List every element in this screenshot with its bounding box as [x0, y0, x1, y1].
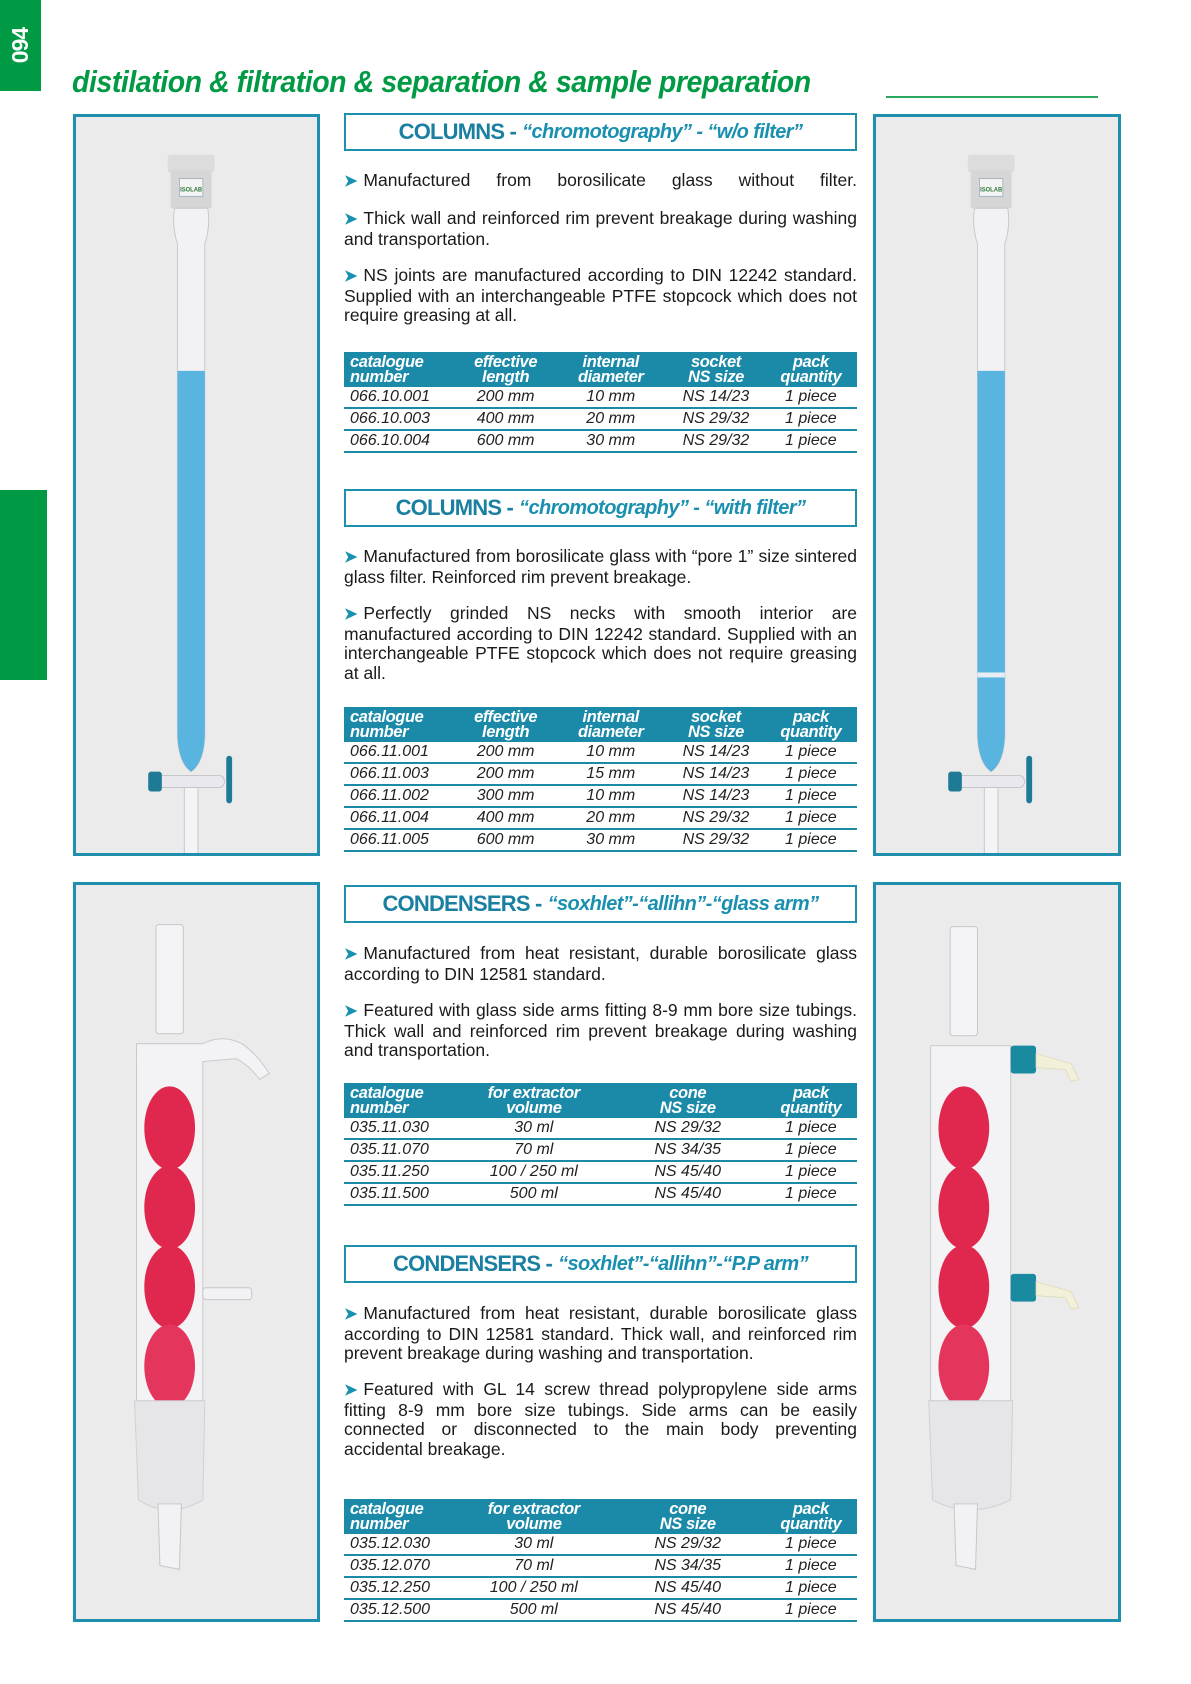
chapter-side-marker	[0, 490, 47, 680]
table-row	[344, 1534, 857, 1555]
column-header: catalogue number	[344, 1083, 457, 1118]
table-row	[344, 1555, 857, 1577]
bullet-item	[344, 171, 857, 192]
table-cell: NS 45/40	[611, 1577, 765, 1599]
column-header: cone NS size	[611, 1083, 765, 1118]
table-cell: NS 29/32	[667, 829, 764, 851]
table-cell: 400 mm	[457, 807, 554, 829]
bullet-item	[344, 209, 857, 249]
catalogue-number-cell: 066.11.005	[344, 829, 457, 851]
chevron-right-icon: ➤	[344, 268, 358, 285]
section-title-sub: “chromotography” - “with filter”	[519, 496, 806, 519]
table-cell: 30 mm	[554, 829, 667, 851]
table-cell: 20 mm	[554, 408, 667, 430]
table-cell: 500 ml	[457, 1183, 611, 1205]
table-cell: 70 ml	[457, 1555, 611, 1577]
table-row	[344, 807, 857, 829]
bullet-item	[344, 944, 857, 984]
table-row	[344, 387, 857, 408]
table-body	[344, 1534, 857, 1621]
table-cell: 300 mm	[457, 785, 554, 807]
bullet-item	[344, 1380, 857, 1459]
bullet-text: Manufactured from borosilicate glass without filter.	[363, 170, 857, 190]
chevron-right-icon: ➤	[344, 549, 358, 566]
table-row	[344, 785, 857, 807]
column-header: internal diameter	[554, 707, 667, 742]
catalogue-number-cell: 035.11.030	[344, 1118, 457, 1139]
table-body	[344, 742, 857, 851]
catalogue-number-cell: 066.10.001	[344, 387, 457, 408]
catalogue-number-cell: 066.11.003	[344, 763, 457, 785]
column-header: cone NS size	[611, 1499, 765, 1534]
table-cell: 400 mm	[457, 408, 554, 430]
bullet-text: NS joints are manufactured according to DIN 12242 standard. Supplied with an interchangeable PTFE stopcock which does not require greasing at all.	[344, 265, 857, 325]
title-rule	[886, 96, 1098, 98]
spec-table-condensers-glass-arm	[344, 1083, 857, 1206]
bullet-text: Perfectly grinded NS necks with smooth interior are manufactured according to DIN 12242 standard. Supplied with an interchangeable PTFE stopcock which does not require greasing at all.	[344, 603, 857, 683]
catalogue-number-cell: 066.10.003	[344, 408, 457, 430]
table-row	[344, 1599, 857, 1621]
table-cell: 70 ml	[457, 1139, 611, 1161]
page-number: 094	[7, 27, 33, 64]
table-cell: 200 mm	[457, 387, 554, 408]
table-header-row	[344, 1083, 857, 1118]
table-row	[344, 430, 857, 452]
spec-table-condensers-pp-arm	[344, 1499, 857, 1622]
column-header: for extractor volume	[457, 1499, 611, 1534]
column-header: internal diameter	[554, 352, 667, 387]
table-cell: 1 piece	[765, 1139, 857, 1161]
table-cell: 30 mm	[554, 430, 667, 452]
table-row	[344, 829, 857, 851]
table-header-row	[344, 1499, 857, 1534]
table-row	[344, 763, 857, 785]
column-header: socket NS size	[667, 352, 764, 387]
table-row	[344, 1118, 857, 1139]
table-cell: 1 piece	[765, 1534, 857, 1555]
table-cell: NS 14/23	[667, 763, 764, 785]
column-header: effective length	[457, 707, 554, 742]
table-cell: NS 29/32	[667, 430, 764, 452]
section-title-main: COLUMNS -	[398, 119, 517, 144]
page-number-tab	[0, 0, 41, 91]
catalogue-number-cell: 035.11.500	[344, 1183, 457, 1205]
table-cell: 1 piece	[765, 1577, 857, 1599]
chevron-right-icon: ➤	[344, 1306, 358, 1323]
table-cell: 10 mm	[554, 785, 667, 807]
table-row	[344, 1577, 857, 1599]
table-cell: 10 mm	[554, 387, 667, 408]
table-cell: NS 45/40	[611, 1599, 765, 1621]
table-cell: 1 piece	[765, 829, 857, 851]
table-cell: 200 mm	[457, 742, 554, 763]
section-title-sub: “soxhlet”-“allihn”-“P.P arm”	[558, 1252, 809, 1275]
catalogue-number-cell: 066.10.004	[344, 430, 457, 452]
chevron-right-icon: ➤	[344, 946, 358, 963]
bullet-text: Featured with glass side arms fitting 8-9 mm bore size tubings. Thick wall and reinforced rim prevent breakage during washing and transportation.	[344, 1000, 857, 1060]
chevron-right-icon: ➤	[344, 211, 358, 228]
table-row	[344, 408, 857, 430]
spec-table-columns-without-filter	[344, 352, 857, 453]
table-cell: 100 / 250 ml	[457, 1161, 611, 1183]
table-cell: 30 ml	[457, 1118, 611, 1139]
column-header: catalogue number	[344, 707, 457, 742]
table-cell: NS 29/32	[611, 1118, 765, 1139]
table-cell: NS 14/23	[667, 785, 764, 807]
svg-text:ISOLAB: ISOLAB	[180, 187, 203, 194]
table-cell: 1 piece	[765, 387, 857, 408]
catalogue-number-cell: 035.11.070	[344, 1139, 457, 1161]
bullet-item	[344, 1304, 857, 1364]
column-header: catalogue number	[344, 1499, 457, 1534]
table-cell: 600 mm	[457, 829, 554, 851]
bullet-item	[344, 547, 857, 587]
catalogue-number-cell: 035.12.030	[344, 1534, 457, 1555]
allihn-condenser-pp-arm-illustration	[876, 885, 1118, 1619]
section-heading-columns-without-filter	[344, 113, 857, 151]
table-cell: 10 mm	[554, 742, 667, 763]
product-image-column-with-filter	[873, 114, 1121, 856]
column-header: pack quantity	[765, 352, 857, 387]
table-cell: 20 mm	[554, 807, 667, 829]
table-cell: 1 piece	[765, 1555, 857, 1577]
table-cell: NS 45/40	[611, 1161, 765, 1183]
column-header: for extractor volume	[457, 1083, 611, 1118]
table-cell: NS 34/35	[611, 1139, 765, 1161]
table-cell: NS 14/23	[667, 387, 764, 408]
table-row	[344, 1139, 857, 1161]
bullet-text: Manufactured from borosilicate glass with “pore 1” size sintered glass filter. Reinforced rim prevent breakage.	[344, 546, 857, 587]
column-header: catalogue number	[344, 352, 457, 387]
table-cell: 500 ml	[457, 1599, 611, 1621]
bullet-text: Featured with GL 14 screw thread polypropylene side arms fitting 8-9 mm bore size tubings. Side arms can be easily connected or disconnected to the main body preventing accidental breakage.	[344, 1379, 857, 1459]
section-heading-condensers-pp-arm	[344, 1245, 857, 1283]
column-header: socket NS size	[667, 707, 764, 742]
section-title-main: CONDENSERS -	[382, 891, 542, 916]
table-cell: 1 piece	[765, 1599, 857, 1621]
table-cell: 1 piece	[765, 1183, 857, 1205]
column-header: effective length	[457, 352, 554, 387]
table-cell: 1 piece	[765, 742, 857, 763]
section-title-sub: “soxhlet”-“allihn”-“glass arm”	[547, 892, 819, 915]
column-header: pack quantity	[765, 707, 857, 742]
table-cell: 1 piece	[765, 408, 857, 430]
chromatography-column-illustration	[76, 117, 317, 853]
table-cell: 1 piece	[765, 1118, 857, 1139]
table-cell: NS 34/35	[611, 1555, 765, 1577]
catalogue-number-cell: 066.11.002	[344, 785, 457, 807]
page-title: distilation & filtration & separation & sample preparation	[72, 64, 811, 99]
table-row	[344, 1183, 857, 1205]
table-cell: 30 ml	[457, 1534, 611, 1555]
table-header-row	[344, 352, 857, 387]
table-cell: NS 29/32	[667, 408, 764, 430]
catalogue-number-cell: 035.12.250	[344, 1577, 457, 1599]
allihn-condenser-glass-arm-illustration	[76, 885, 317, 1619]
table-cell: 1 piece	[765, 1161, 857, 1183]
table-cell: NS 29/32	[611, 1534, 765, 1555]
chromatography-column-filter-illustration	[876, 117, 1118, 853]
svg-text:ISOLAB: ISOLAB	[980, 187, 1003, 194]
section-title-sub: “chromotography” - “w/o filter”	[522, 120, 803, 143]
bullet-item	[344, 266, 857, 326]
table-header-row	[344, 707, 857, 742]
column-header: pack quantity	[765, 1083, 857, 1118]
bullet-item	[344, 604, 857, 683]
bullet-text: Manufactured from heat resistant, durable borosilicate glass according to DIN 12581 standard.	[344, 943, 857, 984]
table-body	[344, 387, 857, 452]
chevron-right-icon: ➤	[344, 1003, 358, 1020]
table-cell: 100 / 250 ml	[457, 1577, 611, 1599]
table-cell: NS 45/40	[611, 1183, 765, 1205]
bullet-text: Thick wall and reinforced rim prevent breakage during washing and transportation.	[344, 208, 857, 249]
table-body	[344, 1118, 857, 1205]
catalogue-number-cell: 035.12.070	[344, 1555, 457, 1577]
product-image-column-without-filter	[73, 114, 320, 856]
table-row	[344, 1161, 857, 1183]
table-cell: 1 piece	[765, 430, 857, 452]
table-cell: 600 mm	[457, 430, 554, 452]
table-cell: 1 piece	[765, 763, 857, 785]
table-cell: 200 mm	[457, 763, 554, 785]
product-image-condenser-glass-arm	[73, 882, 320, 1622]
spec-table-columns-with-filter	[344, 707, 857, 852]
chevron-right-icon: ➤	[344, 606, 358, 623]
section-title-main: CONDENSERS -	[392, 1251, 553, 1276]
table-cell: 1 piece	[765, 785, 857, 807]
table-cell: 15 mm	[554, 763, 667, 785]
chevron-right-icon: ➤	[344, 1382, 358, 1399]
column-header: pack quantity	[765, 1499, 857, 1534]
chevron-right-icon: ➤	[344, 173, 358, 190]
section-heading-columns-with-filter	[344, 489, 857, 527]
bullet-text: Manufactured from heat resistant, durable borosilicate glass according to DIN 12581 standard. Thick wall, and reinforced rim prevent breakage during washing and transportation.	[344, 1303, 857, 1363]
table-cell: NS 29/32	[667, 807, 764, 829]
section-title-main: COLUMNS -	[395, 495, 514, 520]
catalogue-number-cell: 066.11.004	[344, 807, 457, 829]
catalogue-number-cell: 035.11.250	[344, 1161, 457, 1183]
bullet-item	[344, 1001, 857, 1061]
table-row	[344, 742, 857, 763]
catalogue-number-cell: 066.11.001	[344, 742, 457, 763]
table-cell: NS 14/23	[667, 742, 764, 763]
section-heading-condensers-glass-arm	[344, 885, 857, 923]
product-image-condenser-pp-arm	[873, 882, 1121, 1622]
table-cell: 1 piece	[765, 807, 857, 829]
catalogue-number-cell: 035.12.500	[344, 1599, 457, 1621]
